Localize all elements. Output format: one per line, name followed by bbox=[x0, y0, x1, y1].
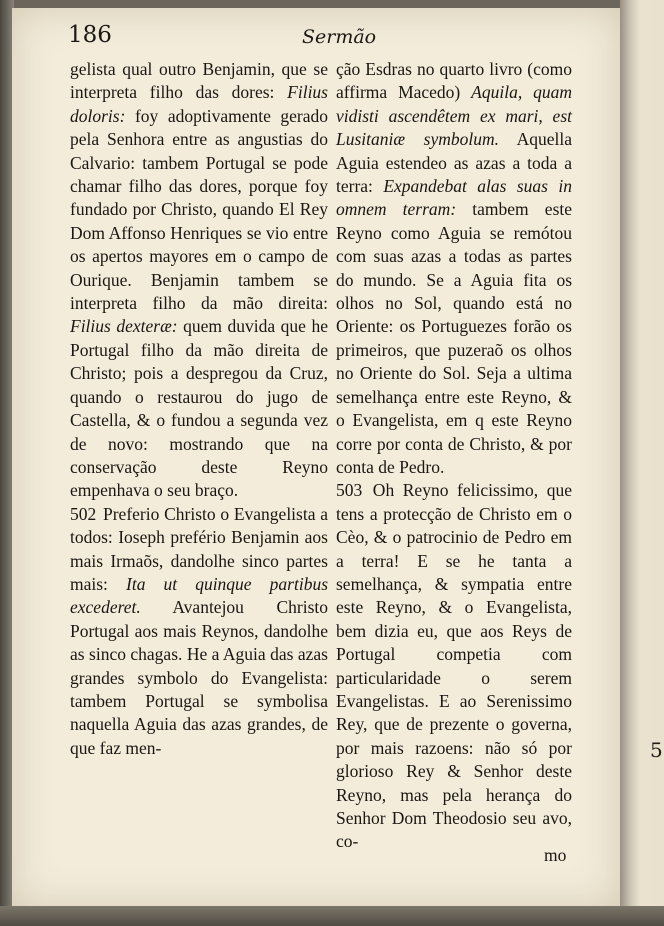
latin-quote: Aquila, quam vidisti ascendêtem ex mari, est Lusitaniæ symbolum. bbox=[336, 82, 572, 150]
paragraph-number: 502 bbox=[70, 503, 97, 524]
text-run: ção Esdras no quarto livro (como affirma Macedo) bbox=[336, 59, 572, 103]
latin-quote: Ita ut quinque partibus excederet. bbox=[70, 573, 328, 618]
text-run: foy adoptivamente gerado pela Senhora entre as angustias do Calvario: tambem Portugal se pode chamar filho das dores, porque foy fundado por Christo, quando El Rey Dom Affonso Henriques se vio entre os apertos mayores em o campo de Ourique. Benjamin tambem se interpreta filho da mão direita: bbox=[70, 105, 328, 314]
numbered-paragraph bbox=[336, 479, 572, 854]
text-run: Preferio Christo o Evangelista a todos: Ioseph prefério Benjamin aos mais Irmaõs, dandolhe sinco partes mais: bbox=[70, 503, 328, 594]
right-column bbox=[336, 58, 572, 854]
catchword: mo bbox=[544, 845, 567, 865]
numbered-paragraph bbox=[70, 503, 328, 760]
paragraph bbox=[336, 58, 572, 479]
page-header bbox=[68, 22, 596, 54]
facing-page-edge bbox=[620, 0, 664, 926]
page-number: 186 bbox=[68, 22, 112, 48]
running-title: Sermão bbox=[302, 26, 377, 48]
text-run: Avantejou Christo Portugal aos mais Reynos, dandolhe as sinco chagas. He a Aguia das azas grandes symbolo do Evangelista: tambem Portugal se symbolisa naquella Aguia das azas grandes, de que faz men- bbox=[70, 597, 328, 758]
left-column bbox=[70, 58, 328, 760]
scan-edge-bottom bbox=[0, 906, 664, 926]
text-run: Oh Reyno felicissimo, que tens a protecção de Christo em o Cèo, & o patrocinio de Pedro em a terra! E se he tanta a semelhança, & sympatia entre este Reyno, & o Evangelista, bem dizia eu, que aos Reys de Portugal competia com particularidade o serem Evangelistas. E ao Serenissimo Rey, que de prezente o governa, por mais razoens: não só por glorioso Rey & Senhor deste Reyno, mas pela herança do Senhor Dom Theodosio seu avo, co- bbox=[336, 480, 572, 852]
latin-quote: Filius dexteræ: bbox=[70, 316, 178, 337]
latin-quote: Filius doloris: bbox=[70, 82, 328, 126]
text-run: quem duvida que he Portugal filho da mão direita de Christo; pois a despregou da Cruz, quando o restaurou do jugo de Castella, & o fundou a segunda vez de novo: mostrando que na conservação deste Reyno empenhava o seu braço. bbox=[70, 316, 328, 501]
paragraph bbox=[70, 58, 328, 503]
paragraph-number: 503 bbox=[336, 480, 363, 501]
facing-page-number: 5 bbox=[650, 738, 663, 762]
text-run: Aquella Aguia estendeo as azas a toda a terra: bbox=[336, 129, 572, 197]
text-run: tambem este Reyno como Aguia se remótou com suas azas a todas as partes do mundo. Se a Aguia fita os olhos no Sol, quando está no Oriente: os Portuguezes forão os primeiros, que puzeraõ os olhos no Oriente do Sol. Seja a ultima semelhança entre este Reyno, & o Evangelista, em q este Reyno corre por conta de Christo, & por conta de Pedro. bbox=[336, 199, 573, 477]
text-run: gelista qual outro Benjamin, que se interpreta filho das dores: bbox=[70, 59, 328, 103]
latin-quote: Expandebat alas suas in omnem terram: bbox=[336, 176, 572, 220]
